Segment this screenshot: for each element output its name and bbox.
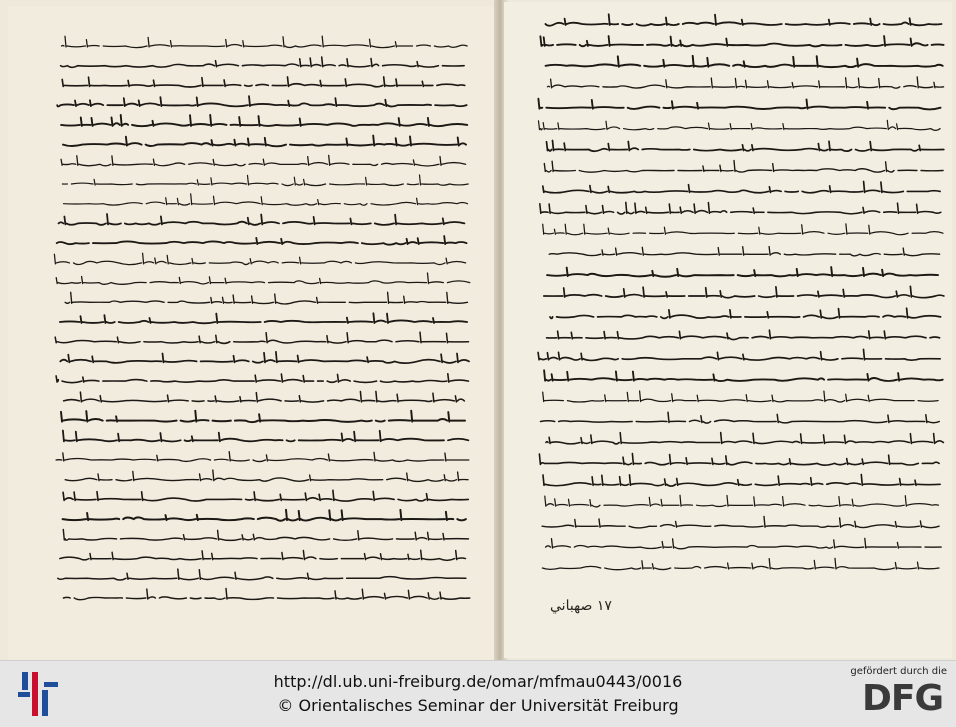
right-page-text-line (547, 330, 940, 339)
left-page-text-line (59, 214, 465, 225)
right-page-text-line (542, 516, 939, 528)
left-page-text-line (57, 96, 466, 106)
right-page-text-line (542, 558, 939, 569)
left-page-text-line (60, 411, 465, 422)
right-page-text-line (543, 267, 938, 277)
right-page-text-line (546, 56, 943, 67)
right-page-text-line (546, 538, 942, 548)
right-page-text-line (545, 14, 941, 25)
left-page-text-line (60, 313, 467, 323)
right-page-text-line (544, 286, 944, 297)
left-page-text-line (62, 490, 468, 501)
left-page-text-line (54, 332, 468, 343)
left-page-text-line (61, 292, 467, 304)
left-page-text-line (62, 431, 469, 442)
left-page-text-line (63, 136, 466, 147)
left-page-text-line (60, 194, 468, 205)
right-page-text-line (542, 182, 940, 193)
right-page-text-line (538, 454, 939, 466)
right-page-text-line (542, 224, 943, 235)
right-page-text-line (543, 161, 943, 173)
left-page-text-line (62, 175, 468, 186)
left-page-text-line (60, 550, 466, 560)
right-page-text-line (541, 412, 940, 423)
right-page-text-line (542, 391, 938, 402)
left-page-text-line (53, 236, 467, 245)
right-page-text-line (539, 202, 941, 214)
folio-label: ١٧ صهباني (550, 598, 612, 614)
right-page-text-line (537, 99, 940, 110)
right-page-text-line (543, 370, 943, 381)
left-page-text-line (60, 352, 469, 363)
left-page-text-line (53, 253, 465, 264)
right-page-text-line (550, 308, 941, 318)
left-page-text-line (60, 155, 466, 166)
right-page-text-line (548, 77, 944, 88)
right-page-text-line (542, 475, 940, 487)
right-page-text-line (539, 36, 943, 46)
footer-bar (0, 660, 956, 727)
left-page-text-line (55, 374, 468, 383)
left-page-text-line (61, 77, 465, 87)
left-page-text-line (55, 273, 470, 284)
right-page-text-line (544, 495, 939, 507)
right-page-text-line (537, 349, 940, 360)
right-page-text-line (542, 433, 944, 444)
sponsor-caption: gefördert durch die (850, 666, 947, 677)
left-page-text-line (63, 510, 466, 521)
dfg-sponsor-logo (835, 666, 947, 722)
left-page-text-line (54, 569, 466, 580)
permalink-url[interactable]: http://dl.ub.uni-freiburg.de/omar/mfmau0443/0016 (273, 672, 683, 691)
left-page-text-line (62, 530, 468, 541)
left-page-text-line (56, 452, 469, 462)
right-page-text-line (538, 120, 941, 130)
left-page-text-line (62, 36, 468, 48)
right-page-text-line (549, 247, 939, 256)
left-page-text-line (65, 470, 468, 481)
left-page-text-line (61, 115, 467, 126)
left-page-text-line (61, 57, 465, 67)
left-page-text-line (64, 391, 465, 402)
left-page-text-line (63, 589, 469, 600)
right-page-text-line (546, 141, 944, 152)
copyright-notice: © Orientalisches Seminar der Universität Freiburg (277, 696, 679, 715)
dfg-logo-icon: DFG (861, 678, 943, 719)
